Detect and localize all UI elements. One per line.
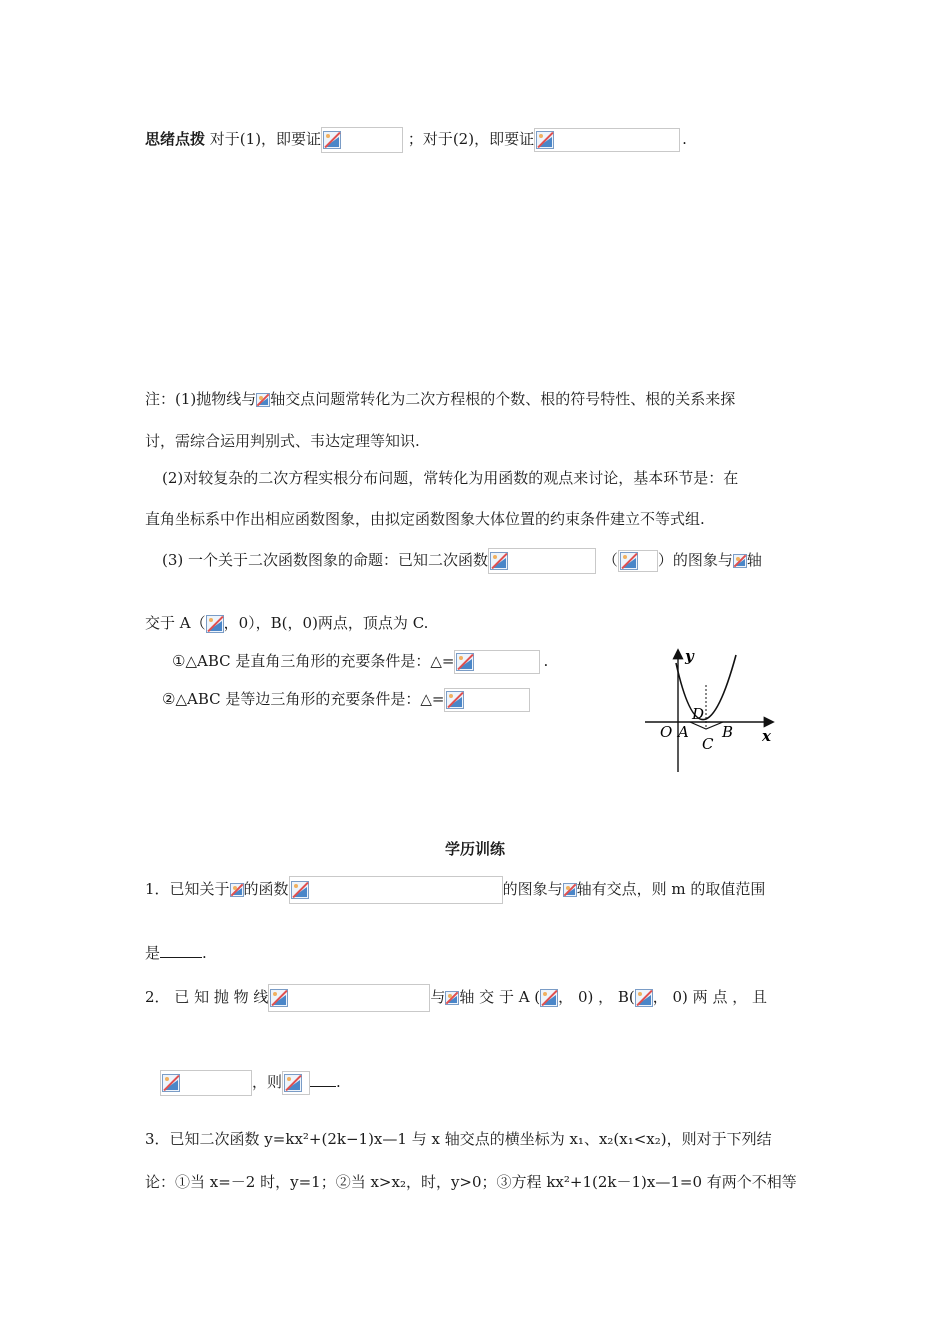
point-a-label: A: [678, 723, 689, 741]
q2-text: 与: [430, 988, 446, 1006]
broken-image-icon: [635, 989, 653, 1007]
broken-image-icon: [162, 1074, 180, 1092]
q2-line-1: [145, 984, 767, 1012]
formula-image: [618, 550, 658, 572]
formula-image: [321, 127, 403, 153]
broken-image-icon: [540, 989, 558, 1007]
formula-image: [444, 688, 530, 712]
broken-image-icon: [230, 883, 244, 897]
hint-end: .: [682, 130, 687, 148]
broken-image-icon: [490, 552, 508, 570]
q2-text: .: [336, 1073, 341, 1091]
broken-image-icon: [445, 991, 459, 1005]
answer-blank: [310, 1072, 336, 1087]
broken-image-icon: [446, 691, 464, 709]
broken-image-icon: [284, 1074, 302, 1092]
q2-text: 2． 已 知 抛 物 线: [145, 988, 269, 1006]
broken-image-icon: [256, 393, 270, 407]
parabola-graph: [640, 645, 780, 775]
point-b-label: B: [722, 723, 734, 741]
q1-text: 1．已知关于: [145, 880, 230, 898]
note-text: (3) 一个关于二次函数图象的命题：已知二次函数: [162, 551, 489, 569]
q2-text: ， 0) 两 点 ， 且: [652, 988, 767, 1006]
q1-text: 的函数: [243, 880, 289, 898]
formula-image: [282, 1071, 310, 1095]
note-item-1: [172, 650, 548, 674]
formula-image: [160, 1070, 252, 1096]
note-text: 交于 A（: [145, 614, 206, 632]
hint-text-2: ；对于(2)，即要证: [407, 130, 535, 148]
broken-image-icon: [270, 989, 288, 1007]
q2-text: ，则: [252, 1073, 283, 1091]
note-text: 注：(1)抛物线与: [145, 390, 257, 408]
broken-image-icon: [456, 653, 474, 671]
broken-image-icon: [206, 615, 224, 633]
broken-image-icon: [620, 552, 638, 570]
q1-line-2: [145, 942, 207, 964]
note-text: 轴: [746, 551, 762, 569]
q1-text: .: [202, 944, 207, 962]
broken-image-icon: [323, 131, 341, 149]
note-text: ①△ABC 是直角三角形的充要条件是：△=: [172, 652, 455, 670]
q3-line-1: 3．已知二次函数 y=kx²+(2k−1)x—1 与 x 轴交点的横坐标为 x₁、x₂(x₁<x₂)，则对于下列结: [145, 1130, 772, 1148]
broken-image-icon: [291, 881, 309, 899]
formula-image: [534, 128, 680, 152]
formula-image: [454, 650, 540, 674]
note-line-1: [145, 388, 735, 410]
note-text: 轴交点问题常转化为二次方程根的个数、根的符号特性、根的关系来探: [270, 390, 736, 408]
x-label: x: [762, 727, 771, 745]
formula-image: [268, 984, 430, 1012]
q2-text: ， 0) ， B(: [558, 988, 635, 1006]
formula-image: [488, 548, 596, 574]
note-text: ）的图象与: [657, 551, 733, 569]
q1-text: 的图象与: [502, 880, 563, 898]
y-label: y: [685, 647, 694, 665]
q1-text: 是: [145, 944, 161, 962]
q2-line-2: [160, 1070, 341, 1096]
note-item-2: [162, 688, 530, 712]
point-c-label: C: [702, 735, 714, 753]
broken-image-icon: [733, 554, 747, 568]
point-d-label: D: [692, 705, 705, 723]
hint-label: 思绪点拨: [145, 130, 206, 148]
note-line-6: [145, 612, 428, 634]
note-text: ，0），B(，0)两点，顶点为 C.: [223, 614, 429, 632]
note-line-2: 讨，需综合运用判别式、韦达定理等知识.: [145, 432, 420, 450]
formula-image: [289, 876, 503, 904]
broken-image-icon: [536, 131, 554, 149]
note-text: .: [543, 652, 549, 670]
hint-text-1: 对于(1)，即要证: [209, 130, 322, 148]
q1-text: 轴有交点，则 m 的取值范围: [576, 880, 766, 898]
note-line-5: [162, 548, 762, 574]
q2-text: 轴 交 于 A (: [459, 988, 541, 1006]
note-text: ②△ABC 是等边三角形的充要条件是：△=: [162, 690, 445, 708]
q1-line-1: [145, 876, 765, 904]
note-line-3: (2)对较复杂的二次方程实根分布问题，常转化为用函数的观点来讨论，基本环节是：在: [162, 469, 739, 487]
answer-blank: [160, 943, 202, 958]
note-text: （: [602, 551, 618, 569]
q3-line-2: 论：①当 x=－2 时，y=1；②当 x>x₂，时，y>0；③方程 kx²+1(2k－1)x—1=0 有两个不相等: [145, 1173, 797, 1191]
section-title: 学历训练: [444, 840, 505, 858]
origin-label: O: [660, 723, 673, 741]
broken-image-icon: [563, 883, 577, 897]
note-line-4: 直角坐标系中作出相应函数图象，由拟定函数图象大体位置的约束条件建立不等式组.: [145, 510, 705, 528]
hint-line: [145, 127, 687, 153]
